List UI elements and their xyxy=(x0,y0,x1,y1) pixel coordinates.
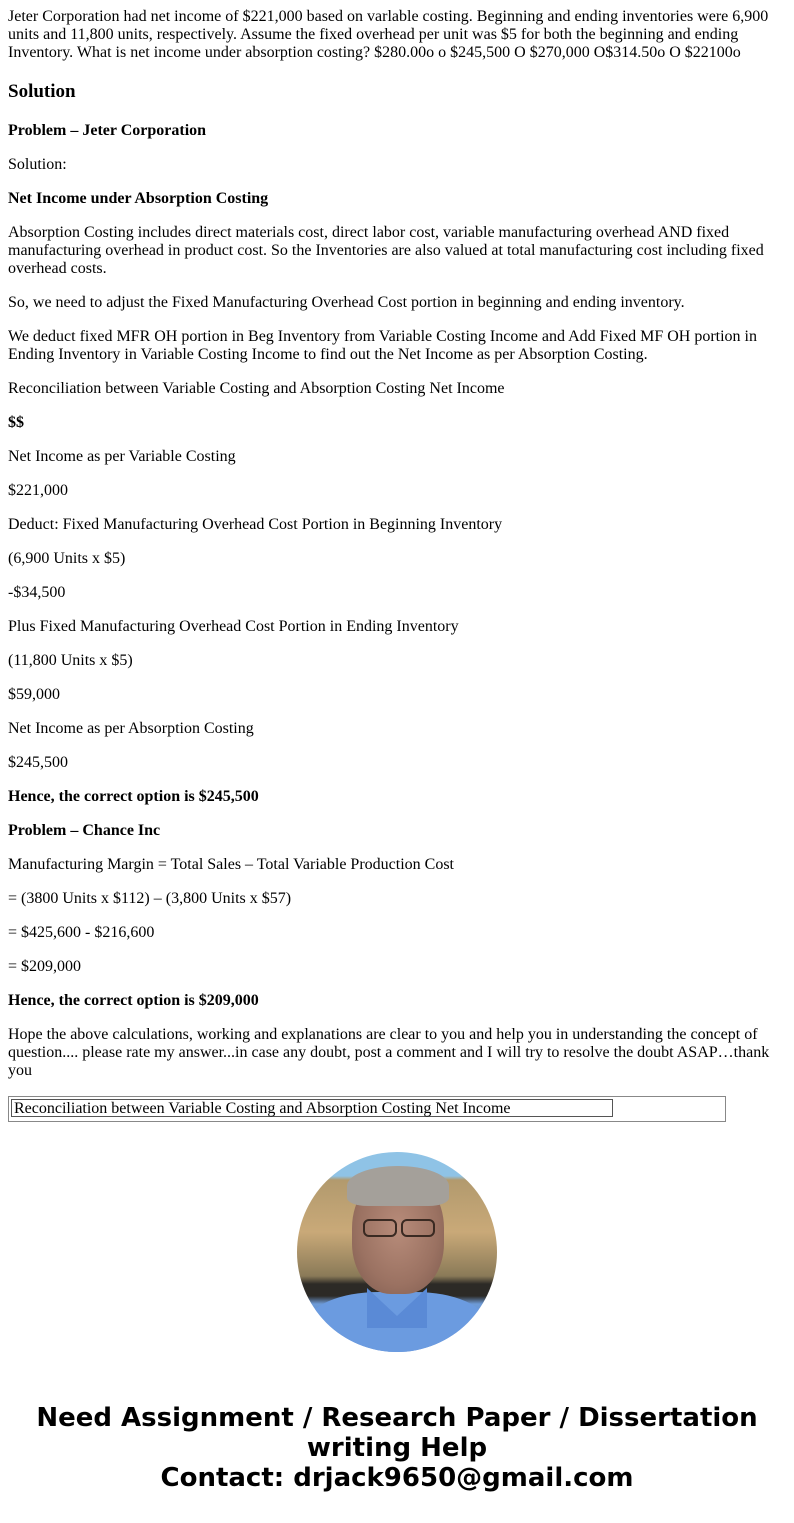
question-text: Jeter Corporation had net income of $221,000 based on varlable costing. Beginning and ending inventories were 6,900 units and 11,800 units, respectively. Assume the fixed overhead per unit was $5 for both the beginning and ending Inventory. What is net income under absorption costing? $280.00o o $245,500 O $270,000 O$314.50o O $22100o xyxy=(8,8,769,61)
problem2-conclusion: Hence, the correct option is $209,000 xyxy=(8,992,259,1009)
glasses-icon xyxy=(401,1219,435,1237)
problem1-subheading: Net Income under Absorption Costing xyxy=(8,190,269,207)
recon-line: (6,900 Units x $5) xyxy=(8,550,126,567)
recon-value: $221,000 xyxy=(8,482,68,499)
explanation-paragraph: So, we need to adjust the Fixed Manufacturing Overhead Cost portion in beginning and ending inventory. xyxy=(8,294,685,311)
recon-value: -$34,500 xyxy=(8,584,66,601)
recon-line: Net Income as per Absorption Costing xyxy=(8,720,254,737)
promo-contact: Contact: drjack9650@gmail.com xyxy=(160,1463,634,1493)
recon-value: $59,000 xyxy=(8,686,60,703)
promo-banner xyxy=(0,1403,794,1493)
calc-line: Manufacturing Margin = Total Sales – Total Variable Production Cost xyxy=(8,856,454,873)
table-caption-cell: Reconciliation between Variable Costing and Absorption Costing Net Income xyxy=(11,1099,613,1117)
solution-label: Solution: xyxy=(8,156,67,173)
promo-line: Need Assignment / Research Paper / Dissertation xyxy=(36,1403,758,1433)
recon-line: Net Income as per Variable Costing xyxy=(8,448,236,465)
calc-line: = (3800 Units x $112) – (3,800 Units x $57) xyxy=(8,890,292,907)
reconciliation-table xyxy=(8,1096,726,1122)
calc-line: = $425,600 - $216,600 xyxy=(8,924,155,941)
recon-line: Deduct: Fixed Manufacturing Overhead Cost Portion in Beginning Inventory xyxy=(8,516,503,533)
table-cell xyxy=(11,1121,613,1122)
currency-header: $$ xyxy=(8,414,24,431)
problem2-title: Problem – Chance Inc xyxy=(8,822,161,839)
avatar-hair xyxy=(347,1166,449,1206)
avatar-container xyxy=(0,1152,794,1352)
solution-heading: Solution xyxy=(8,81,76,102)
problem1-conclusion: Hence, the correct option is $245,500 xyxy=(8,788,259,805)
closing-text: Hope the above calculations, working and explanations are clear to you and help you in understanding the concept of question.... please rate my answer...in case any doubt, post a comment and I will try to resolve the doubt ASAP…thank you xyxy=(8,1026,770,1079)
recon-line: Plus Fixed Manufacturing Overhead Cost Portion in Ending Inventory xyxy=(8,618,459,635)
author-avatar xyxy=(297,1152,497,1352)
reconciliation-title: Reconciliation between Variable Costing and Absorption Costing Net Income xyxy=(8,380,505,397)
recon-value: $245,500 xyxy=(8,754,68,771)
explanation-paragraph: Absorption Costing includes direct materials cost, direct labor cost, variable manufacturing overhead AND fixed manufacturing overhead in product cost. So the Inventories are also valued at total manufacturing cost including fixed overhead costs. xyxy=(8,224,764,277)
calc-line: = $209,000 xyxy=(8,958,82,975)
glasses-icon xyxy=(363,1219,397,1237)
problem1-title: Problem – Jeter Corporation xyxy=(8,122,207,139)
explanation-paragraph: We deduct fixed MFR OH portion in Beg Inventory from Variable Costing Income and Add Fixed MF OH portion in Ending Inventory in Variable Costing Income to find out the Net Income as per Absorption Costing. xyxy=(8,328,757,363)
recon-line: (11,800 Units x $5) xyxy=(8,652,133,669)
table-cell xyxy=(615,1121,723,1122)
promo-line: writing Help xyxy=(306,1433,488,1463)
